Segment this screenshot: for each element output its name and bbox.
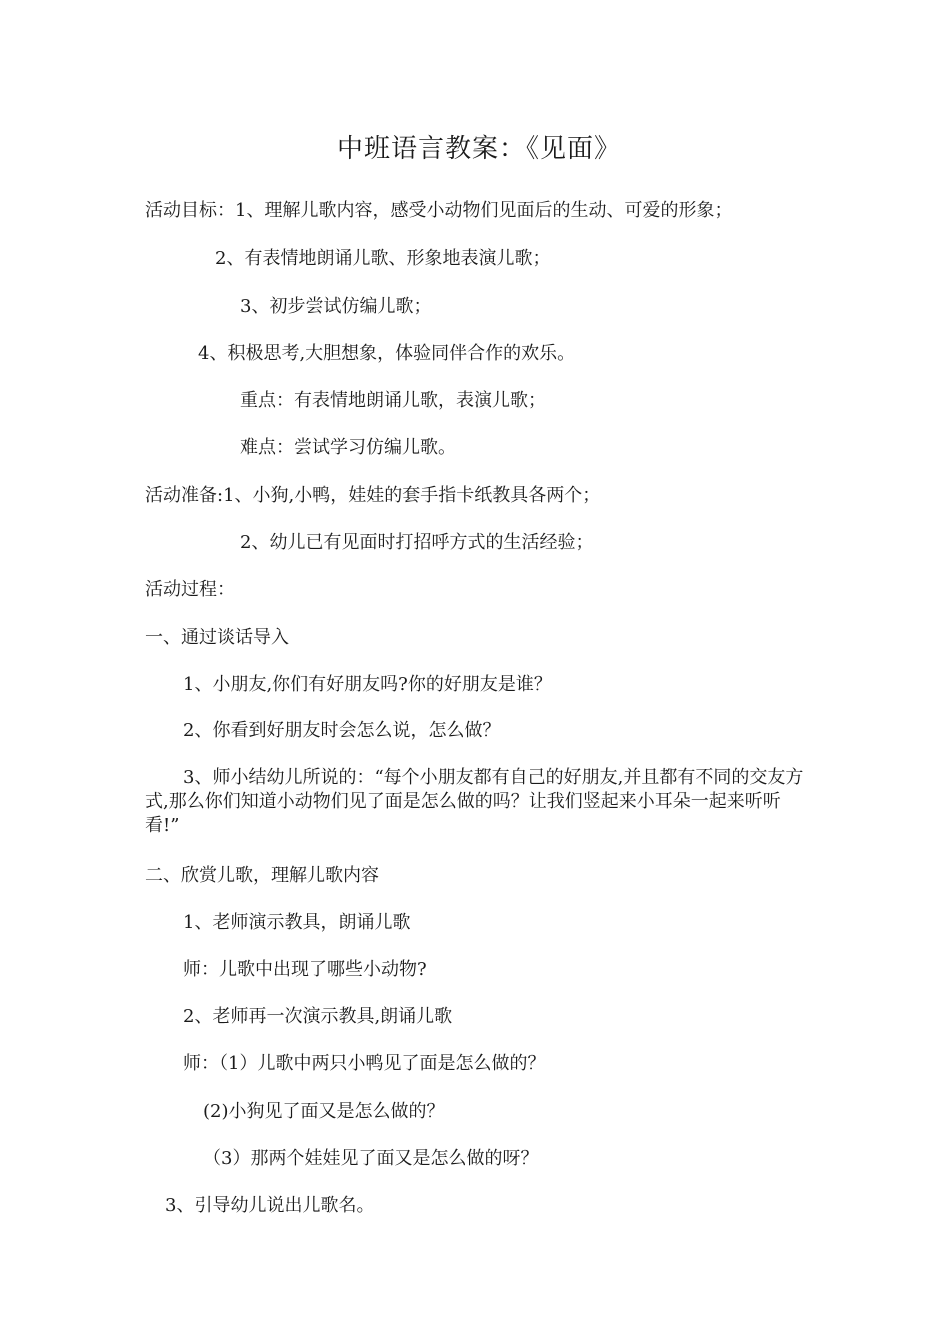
process-heading: 活动过程： [145, 579, 235, 600]
step-1-1: 1、小朋友,你们有好朋友吗?你的好朋友是谁？ [183, 674, 552, 695]
goal-line-1: 活动目标：1、理解儿歌内容，感受小动物们见面后的生动、可爱的形象； [145, 200, 733, 221]
difficulty-point: 难点：尝试学习仿编儿歌。 [240, 437, 456, 458]
teacher-question-3: (2)小狗见了面又是怎么做的？ [203, 1101, 445, 1122]
step-2-1: 1、老师演示教具，朗诵儿歌 [183, 912, 411, 933]
section-one-heading: 一、通过谈话导入 [145, 627, 289, 648]
teacher-question-4: （3）那两个娃娃见了面又是怎么做的呀？ [203, 1148, 539, 1169]
goal-line-2: 2、有表情地朗诵儿歌、形象地表演儿歌； [215, 248, 551, 269]
key-point: 重点：有表情地朗诵儿歌，表演儿歌； [240, 390, 546, 411]
step-1-3-paragraph: 3、师小结幼儿所说的：“每个小朋友都有自己的好朋友,并且都有不同的交友方式,那么你们知道小动物们见了面是怎么做的吗？让我们竖起来小耳朵一起来听听看!” [145, 767, 804, 836]
section-two-heading: 二、欣赏儿歌，理解儿歌内容 [145, 865, 379, 886]
teacher-question-2: 师：（1）儿歌中两只小鸭见了面是怎么做的？ [183, 1053, 546, 1074]
goal-line-4: 4、积极思考,大胆想象，体验同伴合作的欢乐。 [198, 343, 576, 364]
step-2-3: 3、引导幼儿说出儿歌名。 [165, 1195, 375, 1216]
step-1-2: 2、你看到好朋友时会怎么说，怎么做？ [183, 720, 501, 741]
teacher-question-1: 师：儿歌中出现了哪些小动物? [183, 959, 427, 980]
preparation-line-2: 2、幼儿已有见面时打招呼方式的生活经验； [240, 532, 594, 553]
step-2-2: 2、老师再一次演示教具,朗诵儿歌 [183, 1006, 453, 1027]
goal-line-3: 3、初步尝试仿编儿歌； [240, 296, 432, 317]
page-title: 中班语言教案：《见面》 [336, 134, 621, 164]
preparation-line-1: 活动准备:1、小狗,小鸭，娃娃的套手指卡纸教具各两个； [145, 485, 601, 506]
